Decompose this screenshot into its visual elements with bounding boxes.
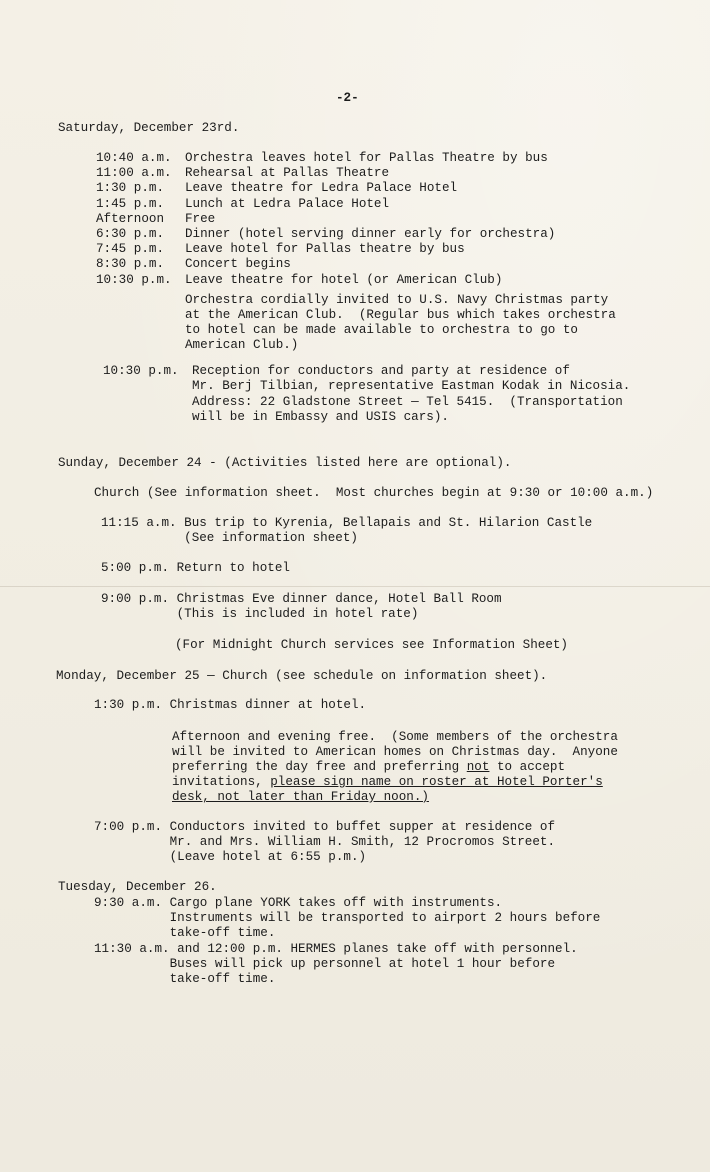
afternoon-line-3: preferring the day free and preferring not to accept	[172, 760, 566, 774]
schedule-activity: Rehearsal at Pallas Theatre	[185, 166, 390, 180]
schedule-activity: Leave theatre for hotel (or American Club)	[185, 273, 503, 287]
navy-party-line-2: at the American Club. (Regular bus which takes orchestra	[185, 308, 616, 322]
sunday-heading: Sunday, December 24 - (Activities listed here are optional).	[58, 456, 512, 470]
cargo-line-2: Instruments will be transported to airport 2 hours before	[94, 911, 601, 925]
hermes-line-3: take-off time.	[94, 972, 276, 986]
afternoon-line-2: will be invited to American homes on Christmas day. Anyone	[172, 745, 618, 759]
supper-line-3: (Leave hotel at 6:55 p.m.)	[94, 850, 367, 864]
afternoon-line-4: invitations, please sign name on roster at Hotel Porter's	[172, 775, 603, 789]
schedule-time: 8:30 p.m.	[96, 257, 165, 271]
dinner-dance-line-2: (This is included in hotel rate)	[101, 607, 419, 621]
schedule-time: 6:30 p.m.	[96, 227, 165, 241]
afternoon-line-5: desk, not later than Friday noon.)	[172, 790, 429, 804]
navy-party-line-3: to hotel can be made available to orchestra to go to	[185, 323, 578, 337]
reception-line-4: will be in Embassy and USIS cars).	[192, 410, 449, 424]
schedule-activity: Dinner (hotel serving dinner early for orchestra)	[185, 227, 556, 241]
cargo-line-3: take-off time.	[94, 926, 276, 940]
navy-party-line-4: American Club.)	[185, 338, 299, 352]
roster-instruction: please sign name on roster at Hotel Porter's	[270, 775, 603, 789]
schedule-time: 10:40 a.m.	[96, 151, 172, 165]
schedule-activity: Leave hotel for Pallas theatre by bus	[185, 242, 465, 256]
schedule-activity: Free	[185, 212, 216, 226]
christmas-dinner: 1:30 p.m. Christmas dinner at hotel.	[94, 698, 367, 712]
schedule-activity: Leave theatre for Ledra Palace Hotel	[185, 181, 458, 195]
hermes-line-2: Buses will pick up personnel at hotel 1 hour before	[94, 957, 556, 971]
monday-heading: Monday, December 25 — Church (see schedule on information sheet).	[56, 669, 548, 683]
schedule-time: 1:45 p.m.	[96, 197, 165, 211]
schedule-activity: Concert begins	[185, 257, 291, 271]
schedule-time: 10:30 p.m.	[96, 273, 172, 287]
schedule-time: 1:30 p.m.	[96, 181, 165, 195]
reception-line-3: Address: 22 Gladstone Street — Tel 5415. (Transportation	[192, 395, 623, 409]
tuesday-heading: Tuesday, December 26.	[58, 880, 217, 894]
bus-trip-line-1: 11:15 a.m. Bus trip to Kyrenia, Bellapais and St. Hilarion Castle	[101, 516, 593, 530]
navy-party-line-1: Orchestra cordially invited to U.S. Navy Christmas party	[185, 293, 609, 307]
reception-line-1: Reception for conductors and party at residence of	[192, 364, 570, 378]
dinner-dance-line-1: 9:00 p.m. Christmas Eve dinner dance, Hotel Ball Room	[101, 592, 502, 606]
cargo-line-1: 9:30 a.m. Cargo plane YORK takes off with instruments.	[94, 896, 503, 910]
bus-trip-line-2: (See information sheet)	[101, 531, 358, 545]
sunday-church: Church (See information sheet. Most churches begin at 9:30 or 10:00 a.m.)	[94, 486, 654, 500]
hermes-line-1: 11:30 a.m. and 12:00 p.m. HERMES planes take off with personnel.	[94, 942, 578, 956]
schedule-activity: Orchestra leaves hotel for Pallas Theatre by bus	[185, 151, 548, 165]
supper-line-1: 7:00 p.m. Conductors invited to buffet supper at residence of	[94, 820, 556, 834]
schedule-activity: Lunch at Ledra Palace Hotel	[185, 197, 390, 211]
return-to-hotel: 5:00 p.m. Return to hotel	[101, 561, 290, 575]
reception-time: 10:30 p.m.	[103, 364, 179, 378]
reception-line-2: Mr. Berj Tilbian, representative Eastman Kodak in Nicosia.	[192, 379, 631, 393]
emphasis-not: not	[466, 760, 490, 774]
schedule-time: 11:00 a.m.	[96, 166, 172, 180]
afternoon-line-1: Afternoon and evening free. (Some members of the orchestra	[172, 730, 618, 744]
schedule-time: Afternoon	[96, 212, 165, 226]
schedule-time: 7:45 p.m.	[96, 242, 165, 256]
paper-fold	[0, 586, 710, 587]
midnight-services: (For Midnight Church services see Information Sheet)	[175, 638, 568, 652]
saturday-heading: Saturday, December 23rd.	[58, 121, 240, 135]
supper-line-2: Mr. and Mrs. William H. Smith, 12 Procromos Street.	[94, 835, 556, 849]
page-number: -2-	[336, 91, 359, 105]
